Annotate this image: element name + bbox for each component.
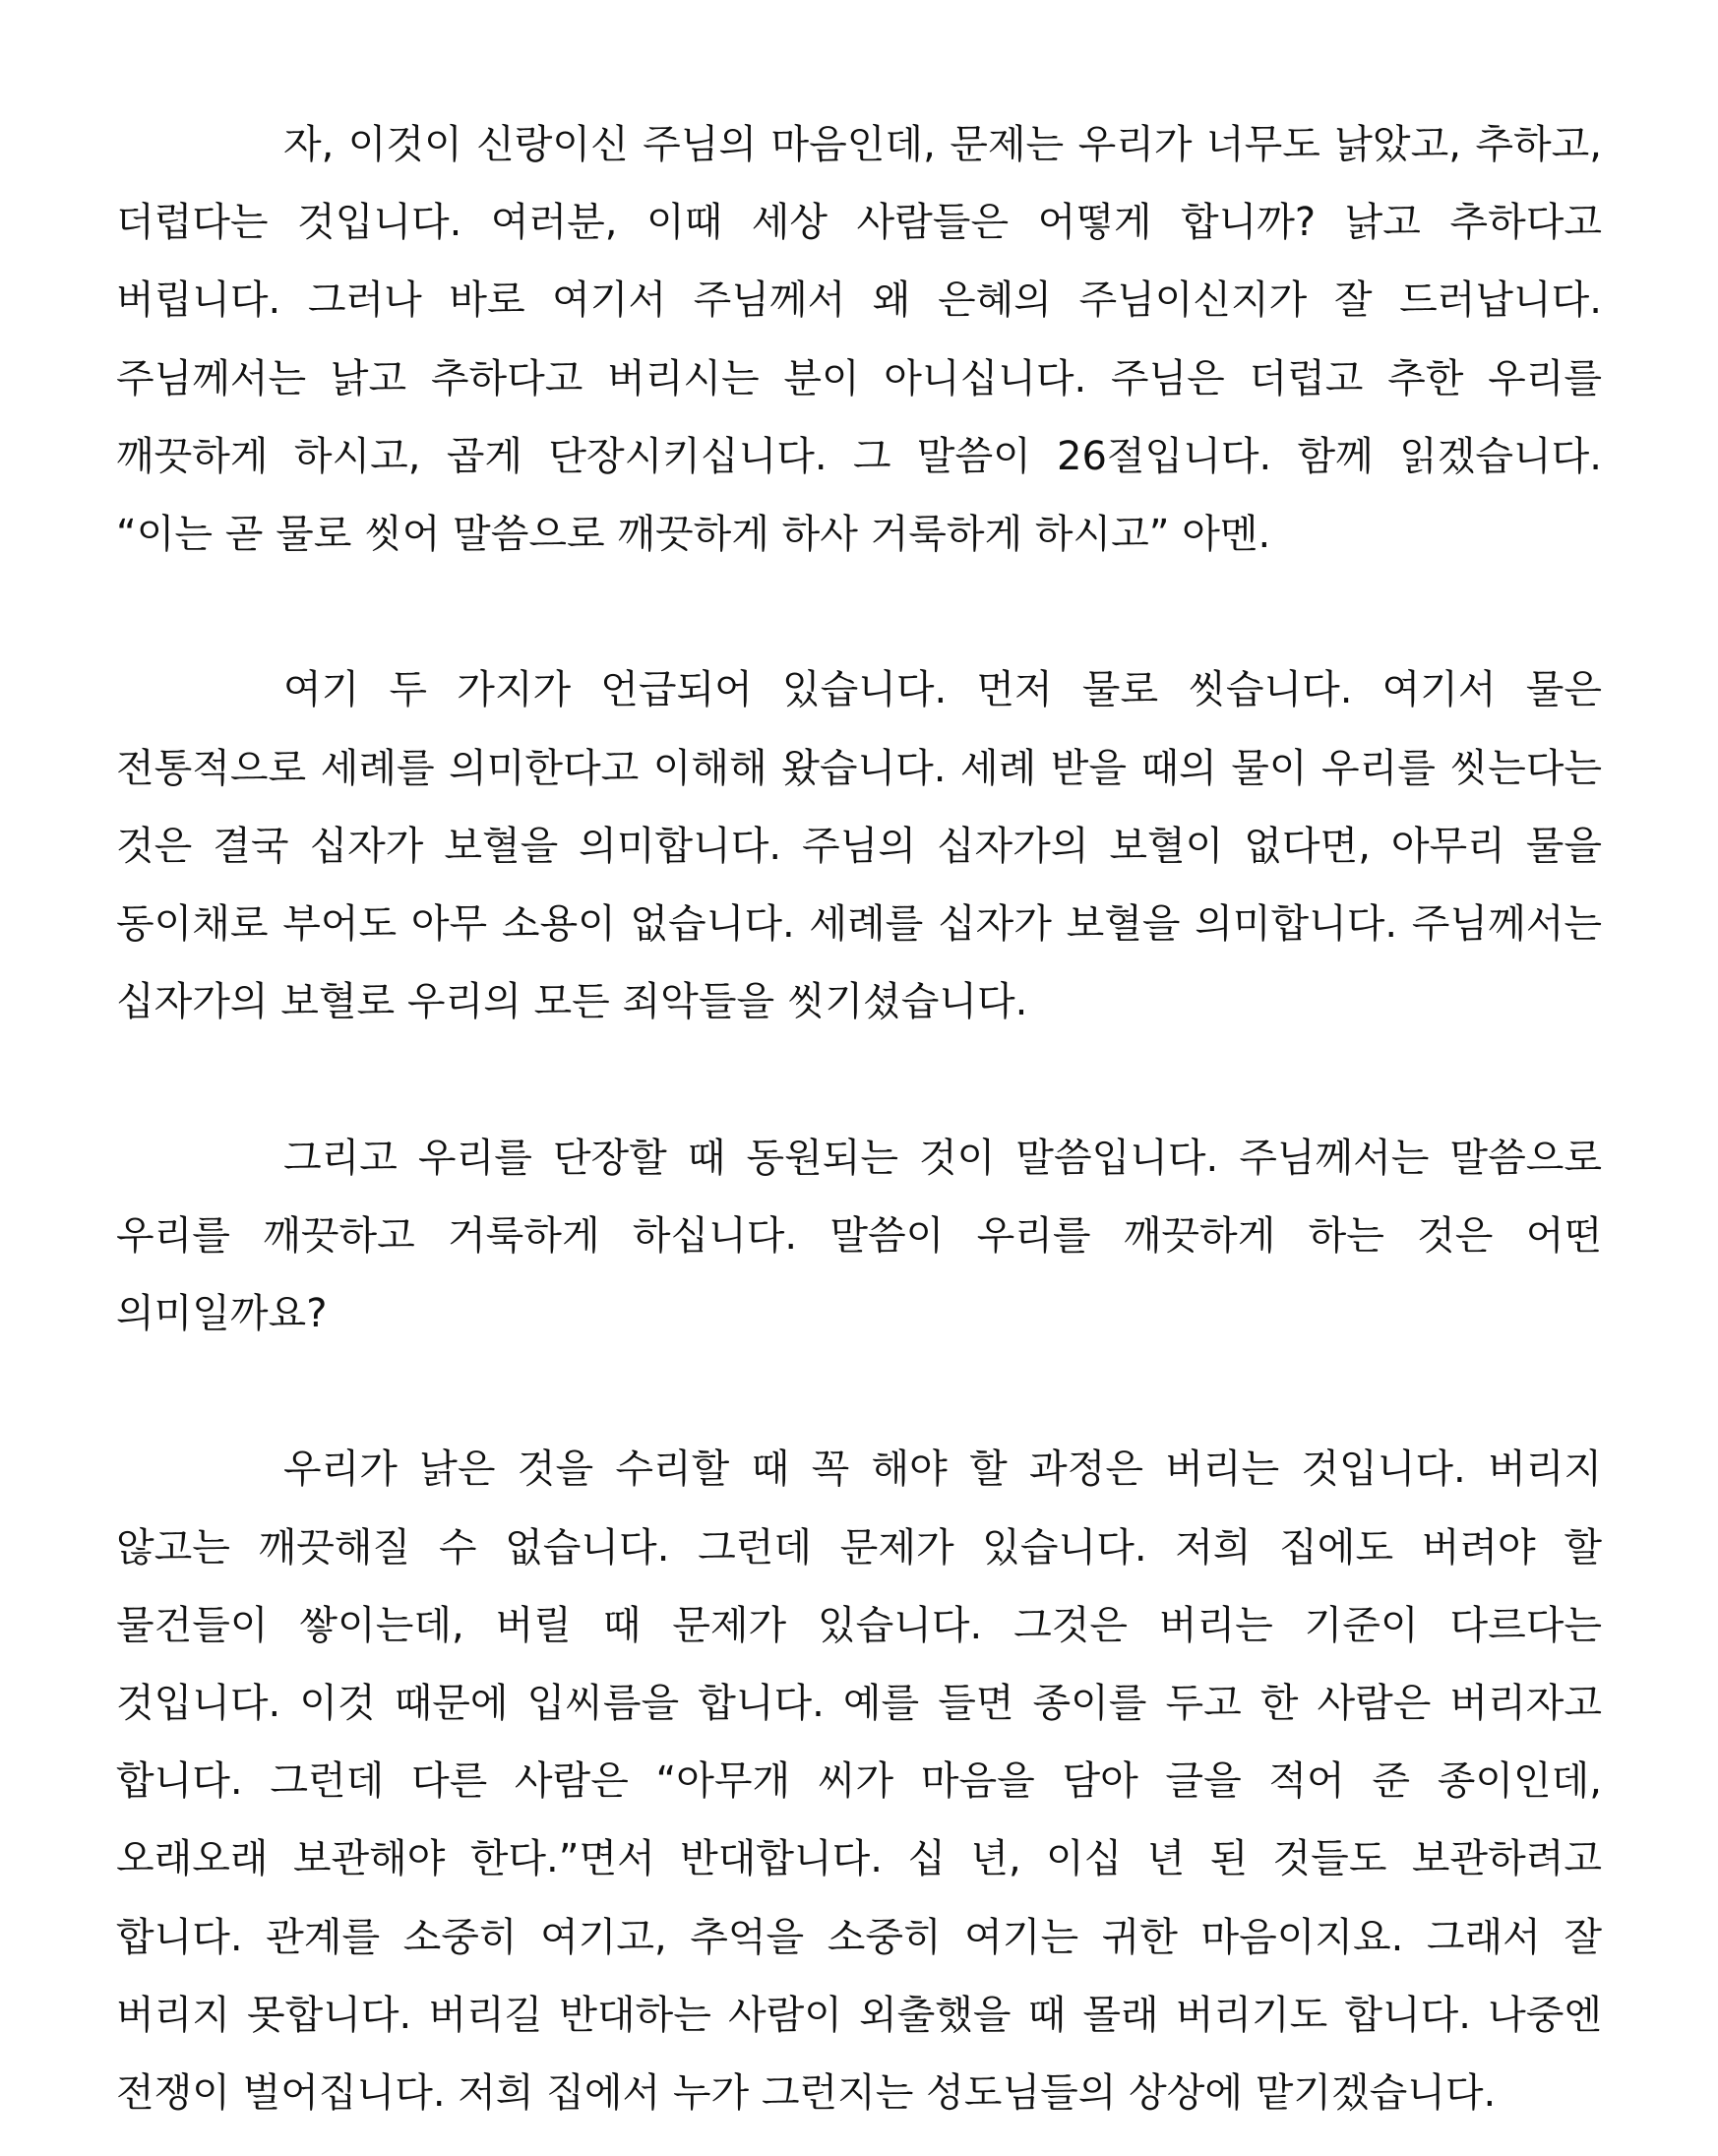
paragraph-1: 자, 이것이 신랑이신 주님의 마음인데, 문제는 우리가 너무도 낡았고, 추하고, 더럽다는 것입니다. 여러분, 이때 세상 사람들은 어떻게 합니까? 낡고 추하다고 버립니다. 그러나 바로 여기서 주님께서 왜 은혜의 주님이신지가 잘 드러납니다. 주님께서는 낡고 추하다고 버리시는 분이 아니십니다. 주님은 더럽고 추한 우리를 깨끗하게 하시고, 곱게 단장시키십니다. 그 말씀이 26절입니다. 함께 읽겠습니다. “이는 곧 물로 씻어 말씀으로 깨끗하게 하사 거룩하게 하시고” 아멘. [116,122,1602,558]
paragraph-2: 여기 두 가지가 언급되어 있습니다. 먼저 물로 씻습니다. 여기서 물은 전통적으로 세례를 의미한다고 이해해 왔습니다. 세례 받을 때의 물이 우리를 씻는다는 것은 결국 십자가 보혈을 의미합니다. 주님의 십자가의 보혈이 없다면, 아무리 물을 동이채로 부어도 아무 소용이 없습니다. 세례를 십자가 보혈을 의미합니다. 주님께서는 십자가의 보혈로 우리의 모든 죄악들을 씻기셨습니다. [116,667,1602,1025]
document-page [116,106,1602,2132]
paragraph-4: 우리가 낡은 것을 수리할 때 꼭 해야 할 과정은 버리는 것입니다. 버리지 않고는 깨끗해질 수 없습니다. 그런데 문제가 있습니다. 저희 집에도 버려야 할 물건들이 쌓이는데, 버릴 때 문제가 있습니다. 그것은 버리는 기준이 다르다는 것입니다. 이것 때문에 입씨름을 합니다. 예를 들면 종이를 두고 한 사람은 버리자고 합니다. 그런데 다른 사람은 “아무개 씨가 마음을 담아 글을 적어 준 종이인데, 오래오래 보관해야 한다.”면서 반대합니다. 십 년, 이십 년 된 것들도 보관하려고 합니다. 관계를 소중히 여기고, 추억을 소중히 여기는 귀한 마음이지요. 그래서 잘 버리지 못합니다. 버리길 반대하는 사람이 외출했을 때 몰래 버리기도 합니다. 나중엔 전쟁이 벌어집니다. 저희 집에서 누가 그런지는 성도님들의 상상에 맡기겠습니다. [116,1447,1602,2117]
paragraph-3: 그리고 우리를 단장할 때 동원되는 것이 말씀입니다. 주님께서는 말씀으로 우리를 깨끗하고 거룩하게 하십니다. 말씀이 우리를 깨끗하게 하는 것은 어떤 의미일까요? [116,1135,1602,1337]
